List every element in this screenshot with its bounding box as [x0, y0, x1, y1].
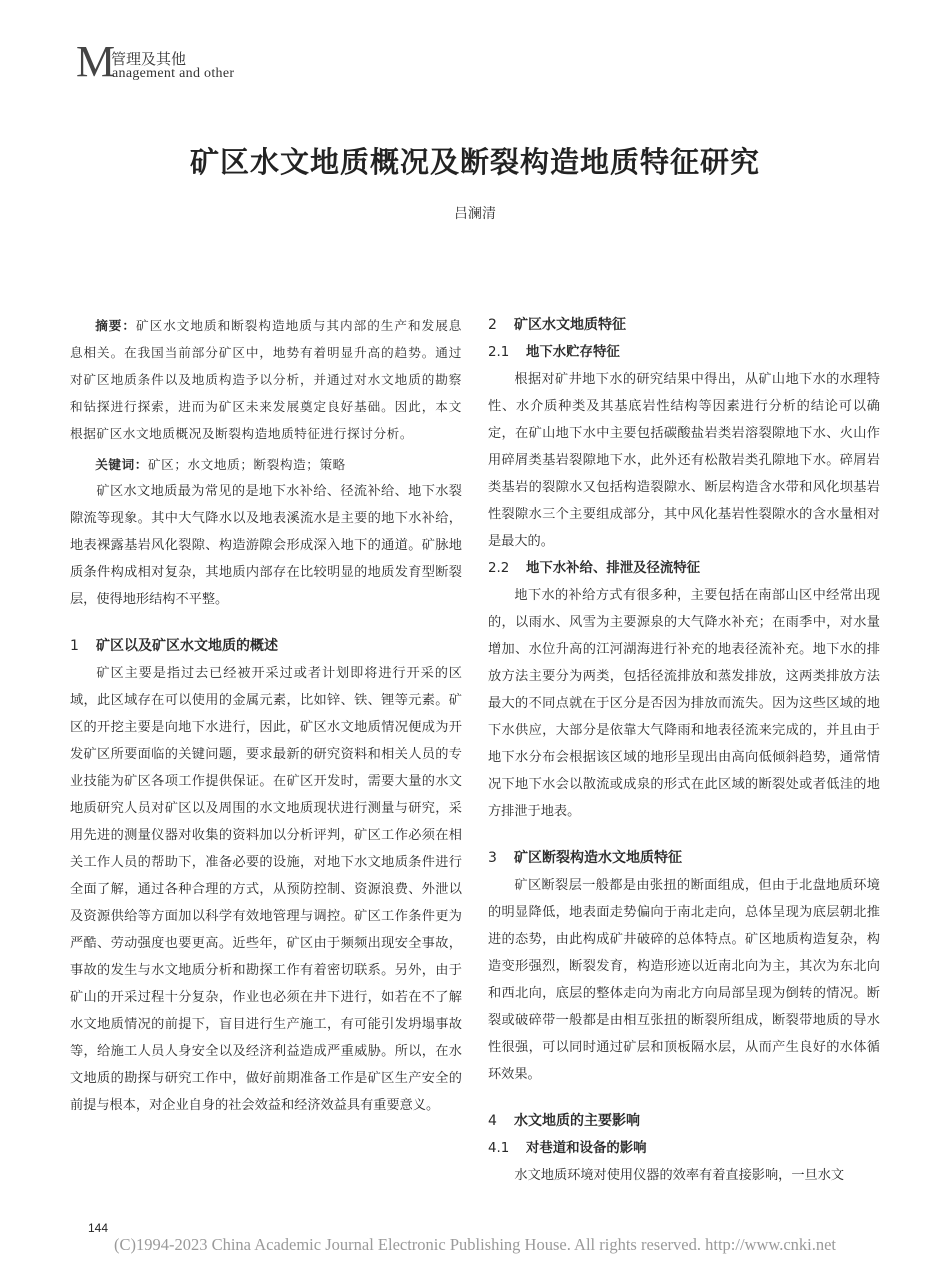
subsection-number: 4.1 [488, 1141, 510, 1156]
right-column [488, 312, 880, 1189]
copyright-notice: (C)1994-2023 China Academic Journal Electronic Publishing House. All rights reserved. http://www.cnki.net [113, 1235, 837, 1254]
subsection-title: 地下水贮存特征 [526, 345, 620, 360]
subsection-2-2-paragraph: 地下水的补给方式有很多种，主要包括在南部山区中经常出现的，以雨水、风雪为主要源泉的大气降水补充；在雨季中，对水量增加、水位升高的江河湖海进行补充的地表径流补充。地下水的排放方法主要分为两类，包括径流排放和蒸发排放，这两类排放方法最大的不同点就在于区分是否因为排放而流失。因为这些区域的地下水供应，大部分是依靠大气降雨和地表径流来完成的，并且由于地下水分布会根据该区域的地形呈现出由高向低倾斜趋势，通常情况下地下水会以散流或成泉的形式在此区域的断裂处或者低洼的地方排泄于地表。 [488, 588, 880, 819]
section-heading-1 [70, 633, 462, 660]
section-title: 矿区断裂构造水文地质特征 [514, 850, 682, 866]
abstract-label: 摘要： [95, 318, 136, 333]
keywords [70, 451, 462, 478]
section-heading-3 [488, 845, 880, 872]
section-number: 1 [70, 638, 79, 654]
left-column [70, 312, 462, 1119]
abstract-text: 矿区水文地质和断裂构造地质与其内部的生产和发展息息相关。在我国当前部分矿区中，地势有着明显升高的趋势。通过对矿区地质条件以及地质构造予以分析，并通过对水文地质的勘察和钻探进行探索，进而为矿区未来发展奠定良好基础。因此，本文根据矿区水文地质概况及断裂构造地质特征进行探讨分析。 [70, 318, 462, 441]
page-number: 144 [88, 1221, 109, 1235]
keywords-label: 关键词： [95, 457, 148, 472]
article-title: 矿区水文地质概况及断裂构造地质特征研究 [189, 145, 760, 179]
section-title: 水文地质的主要影响 [514, 1113, 640, 1129]
section-heading-2 [488, 312, 880, 339]
keywords-text: 矿区；水文地质；断裂构造；策略 [147, 457, 346, 472]
section-initial-letter: M [76, 37, 116, 86]
section-name-english: anagement and other [112, 66, 235, 81]
subsection-title: 地下水补给、排泄及径流特征 [526, 561, 701, 576]
subsection-4-1-paragraph: 水文地质环境对使用仪器的效率有着直接影响，一旦水文 [514, 1168, 845, 1183]
subsection-2-1-paragraph: 根据对矿井地下水的研究结果中得出，从矿山地下水的水理特性、水介质种类及其基底岩性结构等因素进行分析的结论可以确定，在矿山地下水中主要包括碳酸盐岩类岩溶裂隙地下水、火山作用碎屑类基岩裂隙地下水，此外还有松散岩类孔隙地下水。碎屑岩类基岩的裂隙水又包括构造裂隙水、断层构造含水带和风化坝基岩性裂隙水三个主要组成部分，其中风化基岩性裂隙水的含水量相对是最大的。 [488, 372, 880, 549]
subsection-number: 2.1 [488, 345, 510, 360]
subsection-heading-2-2 [488, 555, 880, 582]
section-name-chinese: 管理及其他 [111, 50, 187, 68]
section-heading-4 [488, 1108, 880, 1135]
subsection-heading-4-1 [488, 1135, 880, 1162]
subsection-title: 对巷道和设备的影响 [526, 1141, 647, 1156]
subsection-heading-2-1 [488, 339, 880, 366]
section-number: 4 [488, 1113, 497, 1129]
section-1-paragraph: 矿区主要是指过去已经被开采过或者计划即将进行开采的区域，此区域存在可以使用的金属元素，比如锌、铁、锂等元素。矿区的开挖主要是向地下水进行，因此，矿区水文地质情况便成为开发矿区所要面临的关键问题，要求最新的研究资料和相关人员的专业技能为矿区各项工作提供保证。在矿区开发时，需要大量的水文地质研究人员对矿区以及周围的水文地质现状进行测量与研究，采用先进的测量仪器对收集的资料加以分析评判，矿区工作必须在相关工作人员的帮助下，准备必要的设施，对地下水文地质条件进行全面了解，通过各种合理的方式，从预防控制、资源浪费、外泄以及资源供给等方面加以科学有效地管理与调控。矿区工作条件更为严酷、劳动强度也要更高。近些年，矿区由于频频出现安全事故，事故的发生与水文地质分析和勘探工作有着密切联系。另外，由于矿山的开采过程十分复杂，作业也必须在井下进行，如若在不了解水文地质情况的前提下，盲目进行生产施工，有可能引发坍塌事故等，给施工人员人身安全以及经济利益造成严重威胁。所以，在水文地质的勘探与研究工作中，做好前期准备工作是矿区生产安全的前提与根本，对企业自身的社会效益和经济效益具有重要意义。 [70, 666, 462, 1113]
section-title: 矿区水文地质特征 [514, 317, 626, 333]
section-number: 3 [488, 850, 497, 866]
subsection-number: 2.2 [488, 561, 510, 576]
section-title: 矿区以及矿区水文地质的概述 [96, 638, 278, 654]
article-author: 吕澜清 [454, 206, 496, 222]
section-3-paragraph: 矿区断裂层一般都是由张扭的断面组成，但由于北盘地质环境的明显降低，地表面走势偏向于南北走向，总体呈现为底层朝北推进的态势，由此构成矿井破碎的总体特点。矿区地质构造复杂，构造变形强烈，断裂发育，构造形迹以近南北向为主，其次为东北向和西北向，底层的整体走向为南北方向局部呈现为倒转的情况。断裂或破碎带一般都是由相互张扭的断裂所组成，断裂带地质的导水性很强，可以同时通过矿层和顶板隔水层，从而产生良好的水体循环效果。 [488, 878, 880, 1082]
intro-paragraph: 矿区水文地质最为常见的是地下水补给、径流补给、地下水裂隙流等现象。其中大气降水以及地表溪流水是主要的地下水补给，地表裸露基岩风化裂隙、构造游隙会形成深入地下的通道。矿脉地质条件构成相对复杂，其地质内部存在比较明显的地质发育型断裂层，使得地形结构不平整。 [70, 484, 462, 607]
section-number: 2 [488, 317, 497, 333]
abstract [70, 312, 462, 447]
